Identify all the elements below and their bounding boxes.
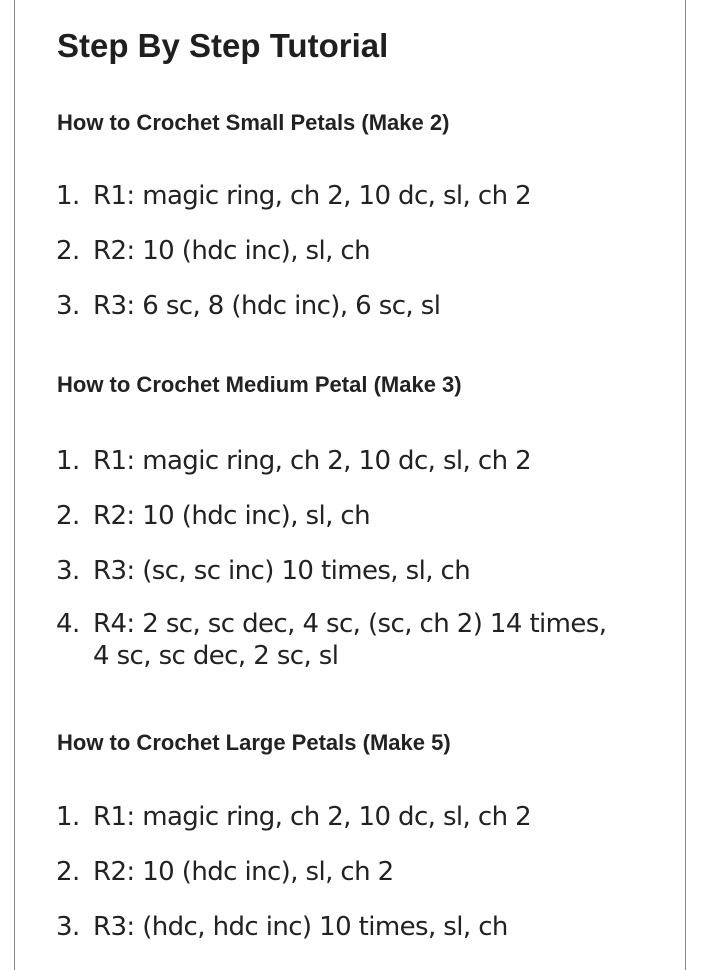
section-heading-large-petals: How to Crochet Large Petals (Make 5)	[57, 730, 451, 755]
step-number: 1.	[56, 802, 80, 832]
step-item	[56, 178, 531, 215]
step-number: 1.	[56, 181, 80, 211]
step-number: 4.	[56, 609, 80, 639]
step-item	[56, 799, 531, 836]
step-item	[56, 909, 531, 946]
step-text: R3: (hdc, hdc inc) 10 times, sl, ch	[93, 912, 508, 942]
step-item	[56, 443, 606, 480]
step-item	[56, 288, 531, 325]
step-text: R2: 10 (hdc inc), sl, ch	[93, 236, 371, 266]
step-text: R1: magic ring, ch 2, 10 dc, sl, ch 2	[93, 446, 532, 476]
step-text: R3: (sc, sc inc) 10 times, sl, ch	[93, 556, 471, 586]
step-number: 3.	[56, 556, 80, 586]
step-item	[56, 498, 606, 535]
step-text: R2: 10 (hdc inc), sl, ch	[93, 501, 371, 531]
step-text: R4: 2 sc, sc dec, 4 sc, (sc, ch 2) 14 times,	[93, 609, 607, 639]
step-text-continued: 4 sc, sc dec, 2 sc, sl	[93, 641, 339, 671]
steps-list-medium-petal	[56, 443, 606, 690]
steps-list-large-petals	[56, 799, 531, 964]
step-item	[56, 553, 606, 590]
step-text: R1: magic ring, ch 2, 10 dc, sl, ch 2	[93, 802, 532, 832]
step-text: R3: 6 sc, 8 (hdc inc), 6 sc, sl	[93, 291, 441, 321]
step-number: 3.	[56, 291, 80, 321]
step-item	[56, 608, 606, 672]
step-number: 2.	[56, 857, 80, 887]
step-item	[56, 854, 531, 891]
step-number: 2.	[56, 501, 80, 531]
step-number: 3.	[56, 912, 80, 942]
step-text: R1: magic ring, ch 2, 10 dc, sl, ch 2	[93, 181, 532, 211]
step-number: 1.	[56, 446, 80, 476]
steps-list-small-petals	[56, 178, 531, 343]
step-number: 2.	[56, 236, 80, 266]
page-title: Step By Step Tutorial	[57, 27, 389, 64]
step-item	[56, 233, 531, 270]
step-text: R2: 10 (hdc inc), sl, ch 2	[93, 857, 394, 887]
section-heading-small-petals: How to Crochet Small Petals (Make 2)	[57, 110, 450, 135]
section-heading-medium-petal: How to Crochet Medium Petal (Make 3)	[57, 372, 462, 397]
